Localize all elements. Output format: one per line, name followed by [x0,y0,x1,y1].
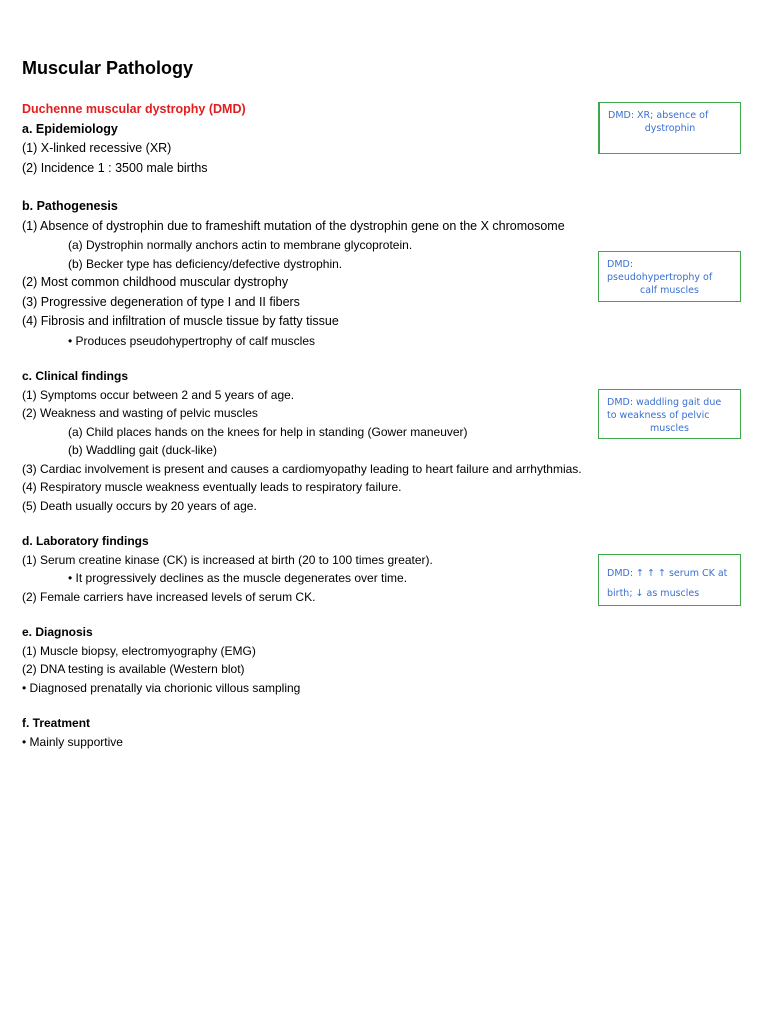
note-line: to weakness of pelvic [607,410,710,421]
note-line: DMD: ↑ ↑ ↑ serum CK at [607,568,728,579]
laboratory-bullet: • It progressively declines as the muscle degenerates over time. [68,571,408,585]
epidemiology-item: (1) X-linked recessive (XR) [22,141,172,155]
pathogenesis-item: (4) Fibrosis and infiltration of muscle tissue by fatty tissue [22,314,339,328]
diagnosis-item: (2) DNA testing is available (Western blot) [22,662,245,676]
diagnosis-item: (1) Muscle biopsy, electromyography (EMG) [22,643,256,658]
clinical-heading: c. Clinical findings [22,369,129,383]
margin-note-xr [598,102,741,154]
note-line: birth; ↓ as muscles [607,588,700,599]
note-line: pseudohypertrophy of [607,272,713,283]
pathogenesis-bullet: • Produces pseudohypertrophy of calf muscles [68,333,315,348]
note-line: dystrophin [644,123,696,134]
treatment-heading: f. Treatment [22,716,91,730]
laboratory-heading: d. Laboratory findings [22,534,149,548]
page-title: Muscular Pathology [22,58,194,78]
clinical-item: (3) Cardiac involvement is present and causes a cardiomyopathy leading to heart failure and arrhythmias. [22,461,582,476]
laboratory-item: (2) Female carriers have increased levels of serum CK. [22,589,316,604]
pathogenesis-item: (3) Progressive degeneration of type I and II fibers [22,294,300,309]
note-line: DMD: [607,259,634,270]
diagnosis-item: • Diagnosed prenatally via chorionic villous sampling [22,680,301,695]
pathogenesis-item: (1) Absence of dystrophin due to frameshift mutation of the dystrophin gene on the X chromosome [22,218,565,233]
margin-note-serum-ck [598,554,741,606]
pathogenesis-item: (2) Most common childhood muscular dystrophy [22,275,289,289]
clinical-item: (5) Death usually occurs by 20 years of age. [22,498,257,513]
note-line: muscles [650,423,689,434]
treatment-item: • Mainly supportive [22,734,123,749]
laboratory-item: (1) Serum creatine kinase (CK) is increased at birth (20 to 100 times greater). [22,552,433,567]
section-heading: Duchenne muscular dystrophy (DMD) [22,102,246,116]
clinical-item: (1) Symptoms occur between 2 and 5 years of age. [22,387,295,402]
epidemiology-item: (2) Incidence 1 : 3500 male births [22,160,208,175]
pathogenesis-subitem: (a) Dystrophin normally anchors actin to membrane glycoprotein. [68,238,413,252]
margin-note-waddling-gait [598,389,741,439]
epidemiology-heading: a. Epidemiology [22,121,118,136]
clinical-item: (2) Weakness and wasting of pelvic muscles [22,406,258,420]
diagnosis-heading: e. Diagnosis [22,625,93,639]
pathogenesis-heading: b. Pathogenesis [22,199,118,213]
document-body [22,100,642,751]
margin-note-pseudohypertrophy [598,251,741,302]
note-line: calf muscles [640,285,699,296]
note-line: DMD: waddling gait due [607,397,722,408]
pathogenesis-subitem: (b) Becker type has deficiency/defective dystrophin. [68,256,343,271]
clinical-subitem: (b) Waddling gait (duck-like) [68,443,217,457]
clinical-subitem: (a) Child places hands on the knees for help in standing (Gower maneuver) [68,424,468,439]
clinical-item: (4) Respiratory muscle weakness eventually leads to respiratory failure. [22,480,402,494]
note-line: DMD: XR; absence of [608,110,709,121]
